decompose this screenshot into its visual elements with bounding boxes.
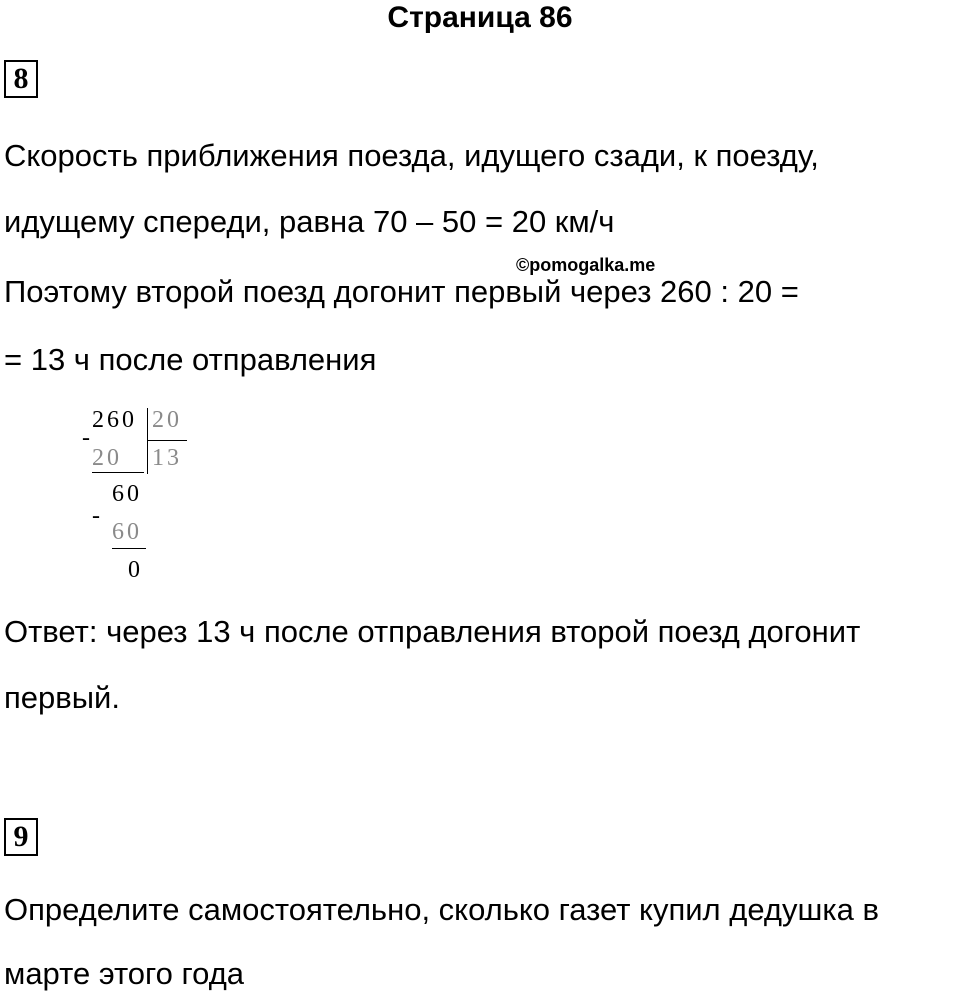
task8-line-2: идущему спереди, равна 70 – 50 = 20 км/ч (4, 204, 615, 239)
task8-line-1: Скорость приближения поезда, идущего сзади, к поезду, (4, 138, 819, 173)
division-subtrahend-1: 20 (92, 445, 122, 471)
division-minus-1: - (82, 425, 93, 451)
task8-line-4: = 13 ч после отправления (4, 342, 377, 377)
task8-answer-line-2: первый. (4, 680, 120, 715)
division-divisor-bar (147, 408, 148, 474)
division-quotient-line (147, 440, 187, 441)
division-line-1 (92, 472, 144, 473)
division-dividend: 260 (92, 407, 137, 433)
division-divisor: 20 (152, 407, 182, 433)
long-division (80, 404, 210, 584)
division-quotient: 13 (152, 445, 182, 471)
page-title: Страница 86 (387, 1, 573, 34)
task8-line-3: Поэтому второй поезд догонит первый через 260 : 20 = (4, 274, 799, 309)
division-subtrahend-2: 60 (112, 519, 142, 545)
task8-answer-line-1: Ответ: через 13 ч после отправления второй поезд догонит (4, 614, 861, 649)
task-number-8: 8 (4, 60, 38, 98)
task9-line-1: Определите самостоятельно, сколько газет купил дедушка в (4, 892, 879, 927)
task9-line-2: марте этого года (4, 956, 245, 991)
task-number-9: 9 (4, 818, 38, 856)
division-remainder-1: 60 (112, 481, 142, 507)
division-remainder-final: 0 (128, 557, 143, 583)
division-line-2 (112, 548, 146, 549)
division-minus-2: - (92, 503, 103, 529)
watermark: ©pomogalka.me (516, 255, 656, 275)
